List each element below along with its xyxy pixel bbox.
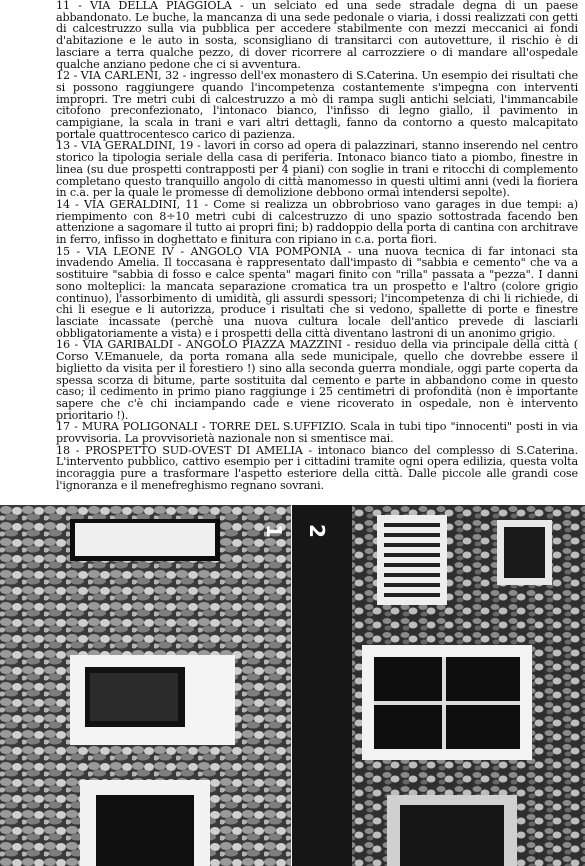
photo-stone-facade — [0, 505, 291, 866]
entry-heading: 11 - VIA DELLA PIAGGIOLA — [56, 0, 232, 12]
entry-heading: 12 - VIA CARLENI, 32 — [56, 69, 180, 83]
entry-heading: 14 - VIA GERALDINI, 11 — [56, 197, 200, 211]
photo-window-facade — [292, 505, 585, 866]
entry-body: - residuo della via principale della città ( Corso V.Emanuele, da porta romana alla sede municipale, quello che dovrebbe essere il biglietto da visita per il forestiero !) sino alla seconda guerra mondiale, oggi parte coperta da spessa scorza di bitume, parte sostituita dal cemento e parte in abbandono come in questo caso; il cedimento in primo piano raggiunge i 25 centimetri di profondità (non è importante sapere che c'è chi inciampando cade e viene ricoverato in ospedale, non è intervento prioritario !). — [56, 338, 578, 422]
photo-number-label: 2 — [304, 524, 329, 538]
entry-16 — [56, 339, 578, 421]
photo-strip — [0, 505, 585, 866]
photo-number-label: 1 — [262, 524, 287, 538]
entry-body: - ingresso dell'ex monastero di S.Caterina. Un esempio dei risultati che si possono raggiungere quando l'incompetenza costantemente s'impegna con interventi impropri. Tre metri cubi di calcestruzzo a mò di rampa sugli antichi selciati, l'immancabile citofono preconfezionato, l'intonaco bianco, l'infisso di legno giallo, il pavimento in campigiane, la scala in trani e vari altri dettagli, fanno da contorno a questo malcapitato portale quattrocentesco carico di pazienza. — [56, 69, 578, 141]
entry-body: Scala in tubi tipo "innocenti" posti in via provvisoria. La provvisorietà nazionale non si smentisce mai. — [56, 420, 578, 446]
entry-heading: 16 - VIA GARIBALDI - ANGOLO PIAZZA MAZZINI — [56, 338, 343, 352]
entry-12 — [56, 70, 578, 140]
entry-body: - un selciato ed una sede stradale degna di un paese abbandonato. Le buche, la mancanza di una sede pedonale o viaria, i dossi realizzati con getti di calcestruzzo sulla via pubblica per accedere stabilmente con mezzi meccanici ai fondi d'abitazione e le auto in sosta, sconsigliano di transitarci con autovetture, il rischio è di lasciare a terra qualche pezzo, di dover ricorrere al carrozziere o di mandare all'ospedale qualche anziano pedone che ci si avventura. — [56, 0, 578, 71]
entry-body: - una nuova tecnica di far intonaci sta invadendo Amelia. Il toccasana è rappresentato dall'impasto di "sabbia e cemento" che va a sostituire "sabbia di fosso e calce spenta" magari finito con "rilla" passata a "pezza". I danni sono molteplici: la mancata separazione cromatica tra un prospetto e l'altro (colore grigio continuo), l'assorbimento di umidità, gli assurdi spessori; l'incompetenza di chi li richiede, di chi li esegue e li autorizza, produce i risultati che si vedono, spallette di porte e finestre lasciate incassate (perchè una nuova cultura locale dell'antico prevede di lasciarli obbligatoriamente a vista) e i prospetti della città diventano lastroni di un anonimo grigio. — [56, 244, 578, 340]
entry-heading: 15 - VIA LEONE IV - ANGOLO VIA POMPONIA — [56, 244, 342, 258]
entry-body: - intonaco bianco del complesso di S.Caterina. L'intervento pubblico, cattivo esempio per i cittadini tramite ogni opera edilizia, questa volta incoraggia pure a trasformare l'aspetto esteriore della città. Dalle piccole alle grandi cose l'ignoranza e il menefreghismo regnano sovrani. — [56, 443, 578, 492]
entry-body: - Come si realizza un obbrobrioso vano garages in due tempi: a) riempimento con 8÷10 metri cubi di calcestruzzo di uno spazio sottostrada facendo ben attenzione a sagomare il tutto ai propri fini; b) raddoppio della porta di cantina con architrave in ferro, infisso in doghettato e finitura con ripiano in c.a. porta fiori. — [56, 197, 578, 247]
entry-17 — [56, 421, 578, 444]
text-column — [56, 0, 578, 492]
entry-heading: 18 - PROSPETTO SUD-OVEST DI AMELIA — [56, 443, 303, 457]
entry-13 — [56, 140, 578, 199]
entry-heading: 17 - MURA POLIGONALI - TORRE DEL S.UFFIZIO. — [56, 420, 346, 434]
entry-15 — [56, 246, 578, 340]
window-facade-photo-image — [292, 505, 585, 866]
entry-11 — [56, 0, 578, 70]
entry-18 — [56, 445, 578, 492]
entry-14 — [56, 199, 578, 246]
stone-wall-photo-image — [0, 505, 291, 866]
entry-heading: 13 - VIA GERALDINI, 19 — [56, 139, 194, 153]
entry-body: - lavori in corso ad opera di palazzinari, stanno inserendo nel centro storico la tipologia seriale della casa di periferia. Intonaco bianco tiato a piombo, finestre in linea (su due prospetti contrapposti per 4 piani) con soglie in trani e ritocchi di complemento completano questo tranquillo angolo di città manomesso in questi ultimi anni (vedi la fioriera in c.a. per la quale le promesse di demolizione debbono ormai intendersi sepolte). — [56, 139, 578, 200]
